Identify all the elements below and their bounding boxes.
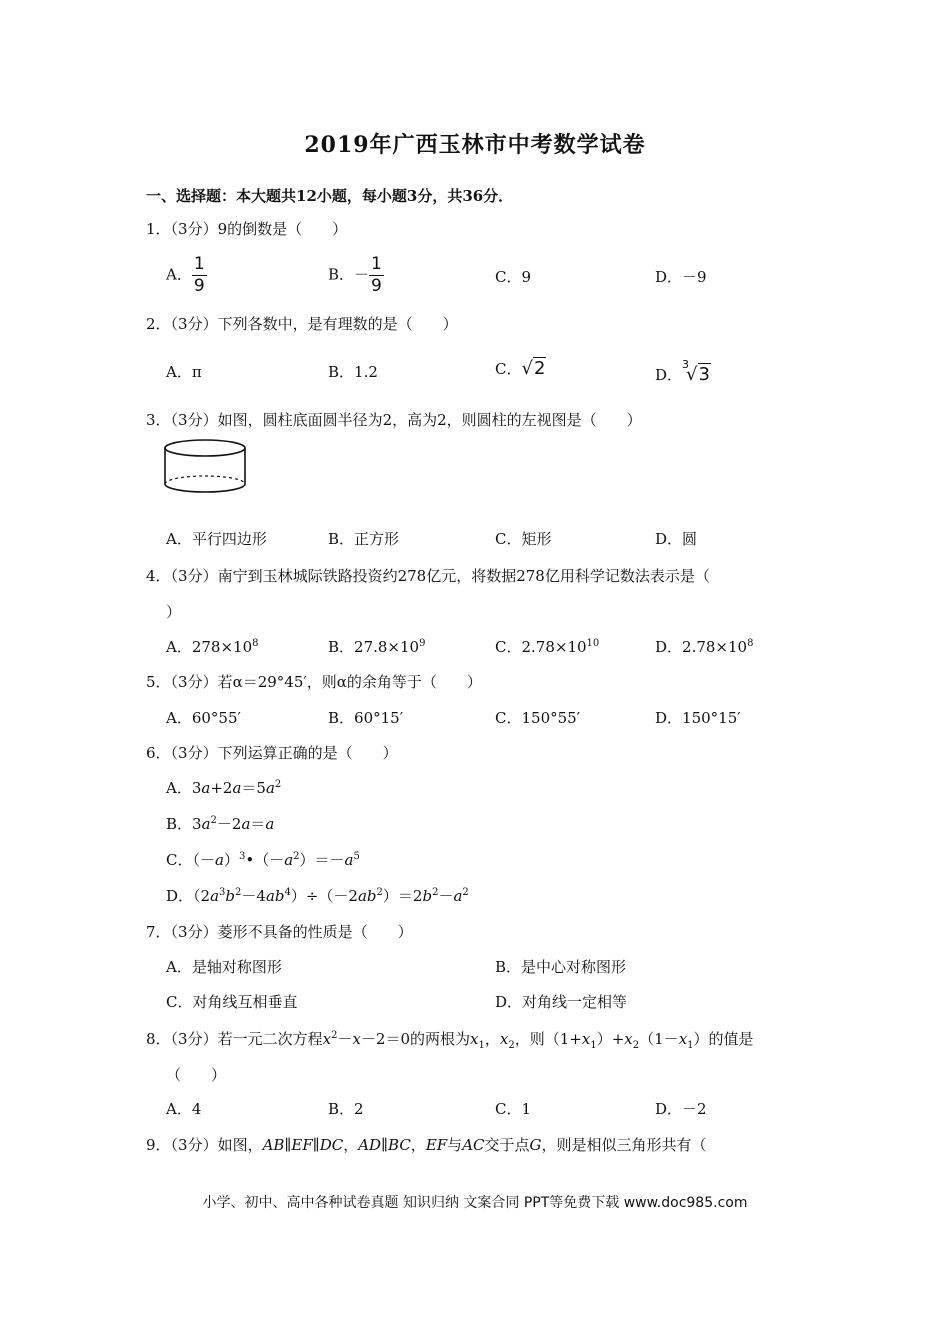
q4-option-b: B．$27.8\times 10^9$ xyxy=(328,638,426,656)
question-4-stem-cont: ） xyxy=(166,603,182,621)
q8-option-d: D．－2 xyxy=(655,1100,707,1118)
q5-option-a: A．60°55′ xyxy=(166,709,241,727)
q2-option-a: A．π xyxy=(166,363,202,381)
question-6-stem: 6．（3分）下列运算正确的是（ ） xyxy=(146,744,398,762)
q8-option-b: B．2 xyxy=(328,1100,364,1118)
question-8-stem-cont: （ ） xyxy=(166,1066,227,1084)
q7-option-b: B．是中心对称图形 xyxy=(495,958,627,976)
q3-option-a: A．平行四边形 xyxy=(166,530,267,548)
q7-option-a: A．是轴对称图形 xyxy=(166,958,282,976)
q2-option-c: C．√2 xyxy=(495,358,546,379)
q5-option-d: D．150°15′ xyxy=(655,709,741,727)
question-7-stem: 7．（3分）菱形不具备的性质是（ ） xyxy=(146,923,413,941)
q5-option-c: C．150°55′ xyxy=(495,709,581,727)
q4-option-a: A．$278\times 10^8$ xyxy=(166,638,259,656)
q1-option-a: A． $\frac{1}{9}$ xyxy=(166,254,205,296)
question-3-stem: 3．（3分）如图，圆柱底面圆半径为2，高为2，则圆柱的左视图是（ ） xyxy=(146,411,642,429)
question-2-stem: 2．（3分）下列各数中，是有理数的是（ ） xyxy=(146,315,458,333)
q6-option-a: A．$3a+2a=5a^2$ xyxy=(166,779,282,797)
cylinder-figure xyxy=(162,438,250,504)
q4-option-d: D．$2.78\times 10^8$ xyxy=(655,638,754,656)
question-8-stem: 8．（3分）若一元二次方程$x^2-x-2=0$的两根为$x_1$，$x_2$，则$(1+x_1)+x_2(1-x_1)$的值是 xyxy=(146,1030,754,1051)
question-9-stem: 9．（3分）如图，AB∥EF∥DC，AD∥BC，EF与AC交于点G，则是相似三角形共有（ xyxy=(146,1136,707,1154)
q7-option-d: D．对角线一定相等 xyxy=(495,993,628,1011)
q4-option-c: C．$2.78\times 10^{10}$ xyxy=(495,638,600,656)
q2-option-b: B．1.2 xyxy=(328,363,378,381)
q7-option-c: C．对角线互相垂直 xyxy=(166,993,298,1011)
q2-option-d: D．$^3$√3 xyxy=(655,358,710,385)
q6-option-c: C．$(-a)^3•(-a^2)=-a^5$ xyxy=(166,851,360,869)
q1-option-b: B．－ $\frac{1}{9}$ xyxy=(328,254,382,296)
q5-option-b: B．60°15′ xyxy=(328,709,404,727)
question-4-stem: 4．（3分）南宁到玉林城际铁路投资约278亿元，将数据278亿用科学记数法表示是（ xyxy=(146,567,710,585)
q8-option-a: A．4 xyxy=(166,1100,202,1118)
q3-option-d: D．圆 xyxy=(655,530,698,548)
q8-option-c: C．1 xyxy=(495,1100,532,1118)
page-title: 2019年广西玉林市中考数学试卷 xyxy=(304,132,646,158)
page-footer: 小学、初中、高中各种试卷真题 知识归纳 文案合同 PPT等免费下载 www.doc985.com xyxy=(202,1195,748,1211)
section-heading: 一、选择题：本大题共12小题，每小题3分，共36分． xyxy=(146,187,514,205)
q6-option-d: D．$(2a^3b^2-4ab^4)\div(-2ab^2)=2b^2-a^2$ xyxy=(166,887,469,905)
q3-option-c: C．矩形 xyxy=(495,530,552,548)
q1-option-c: C．9 xyxy=(495,268,532,286)
question-1-stem: 1．（3分）9的倒数是（ ） xyxy=(146,220,348,238)
question-5-stem: 5．（3分）若α＝29°45′，则α的余角等于（ ） xyxy=(146,673,482,691)
q3-option-b: B．正方形 xyxy=(328,530,400,548)
q1-option-d: D．－9 xyxy=(655,268,707,286)
q6-option-b: B．$3a^2-2a=a$ xyxy=(166,815,275,833)
